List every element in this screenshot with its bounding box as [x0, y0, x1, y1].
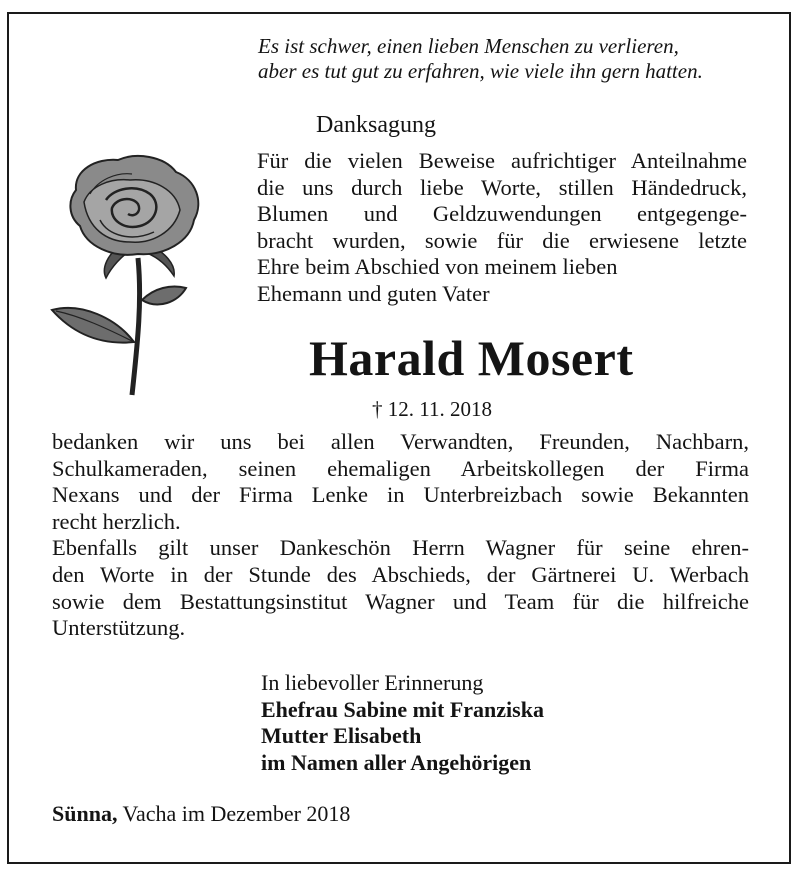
intro-line: Ehemann und guten Vater	[257, 280, 490, 306]
signature-intro: In liebevoller Erinnerung	[261, 670, 484, 695]
body-line: Schulkameraden, seinen ehemaligen Arbeitskollegen der Firma	[52, 455, 749, 481]
signature-line-3: im Namen aller Angehörigen	[261, 749, 532, 775]
heading: Danksagung	[316, 112, 436, 138]
body-line: recht herzlich.	[52, 508, 181, 534]
signature-line-1: Ehefrau Sabine mit Franziska	[261, 696, 544, 722]
rose-icon	[46, 150, 211, 400]
body-line: den Worte in der Stunde des Abschieds, der Gärtnerei U. Werbach	[52, 561, 749, 587]
place-name: Sünna,	[52, 801, 118, 826]
body-line: bedanken wir uns bei allen Verwandten, Freunden, Nachbarn,	[52, 429, 749, 454]
intro-line: Blumen und Geldzuwendungen entgegenge-	[257, 201, 747, 227]
body-line: Unterstützung.	[52, 615, 186, 641]
motto-line-2: aber es tut gut zu erfahren, wie viele ihn gern hatten.	[258, 59, 703, 83]
body-line: sowie dem Bestattungsinstitut Wagner und Team für die hilfreiche	[52, 588, 749, 614]
thanks-paragraph	[52, 429, 749, 642]
body-line: Ebenfalls gilt unser Dankeschön Herrn Wagner für seine ehren-	[52, 535, 749, 561]
place-rest: Vacha im Dezember 2018	[117, 801, 351, 826]
intro-line: bracht wurden, sowie für die erwiesene letzte	[257, 227, 747, 253]
deceased-name: Harald Mosert	[309, 330, 634, 386]
signature-block	[261, 670, 544, 776]
signature-line-2: Mutter Elisabeth	[261, 723, 422, 748]
intro-line: Für die vielen Beweise aufrichtiger Anteilnahme	[257, 148, 747, 173]
motto	[258, 34, 758, 84]
intro-line: die uns durch liebe Worte, stillen Händedruck,	[257, 174, 747, 200]
motto-line-1: Es ist schwer, einen lieben Menschen zu verlieren,	[258, 34, 679, 58]
intro-paragraph	[257, 148, 747, 308]
body-line: Nexans und der Firma Lenke in Unterbreizbach sowie Bekannten	[52, 482, 749, 508]
place-date	[52, 800, 350, 828]
intro-line: Ehre beim Abschied von meinem lieben	[257, 254, 618, 280]
death-date: † 12. 11. 2018	[372, 397, 492, 421]
